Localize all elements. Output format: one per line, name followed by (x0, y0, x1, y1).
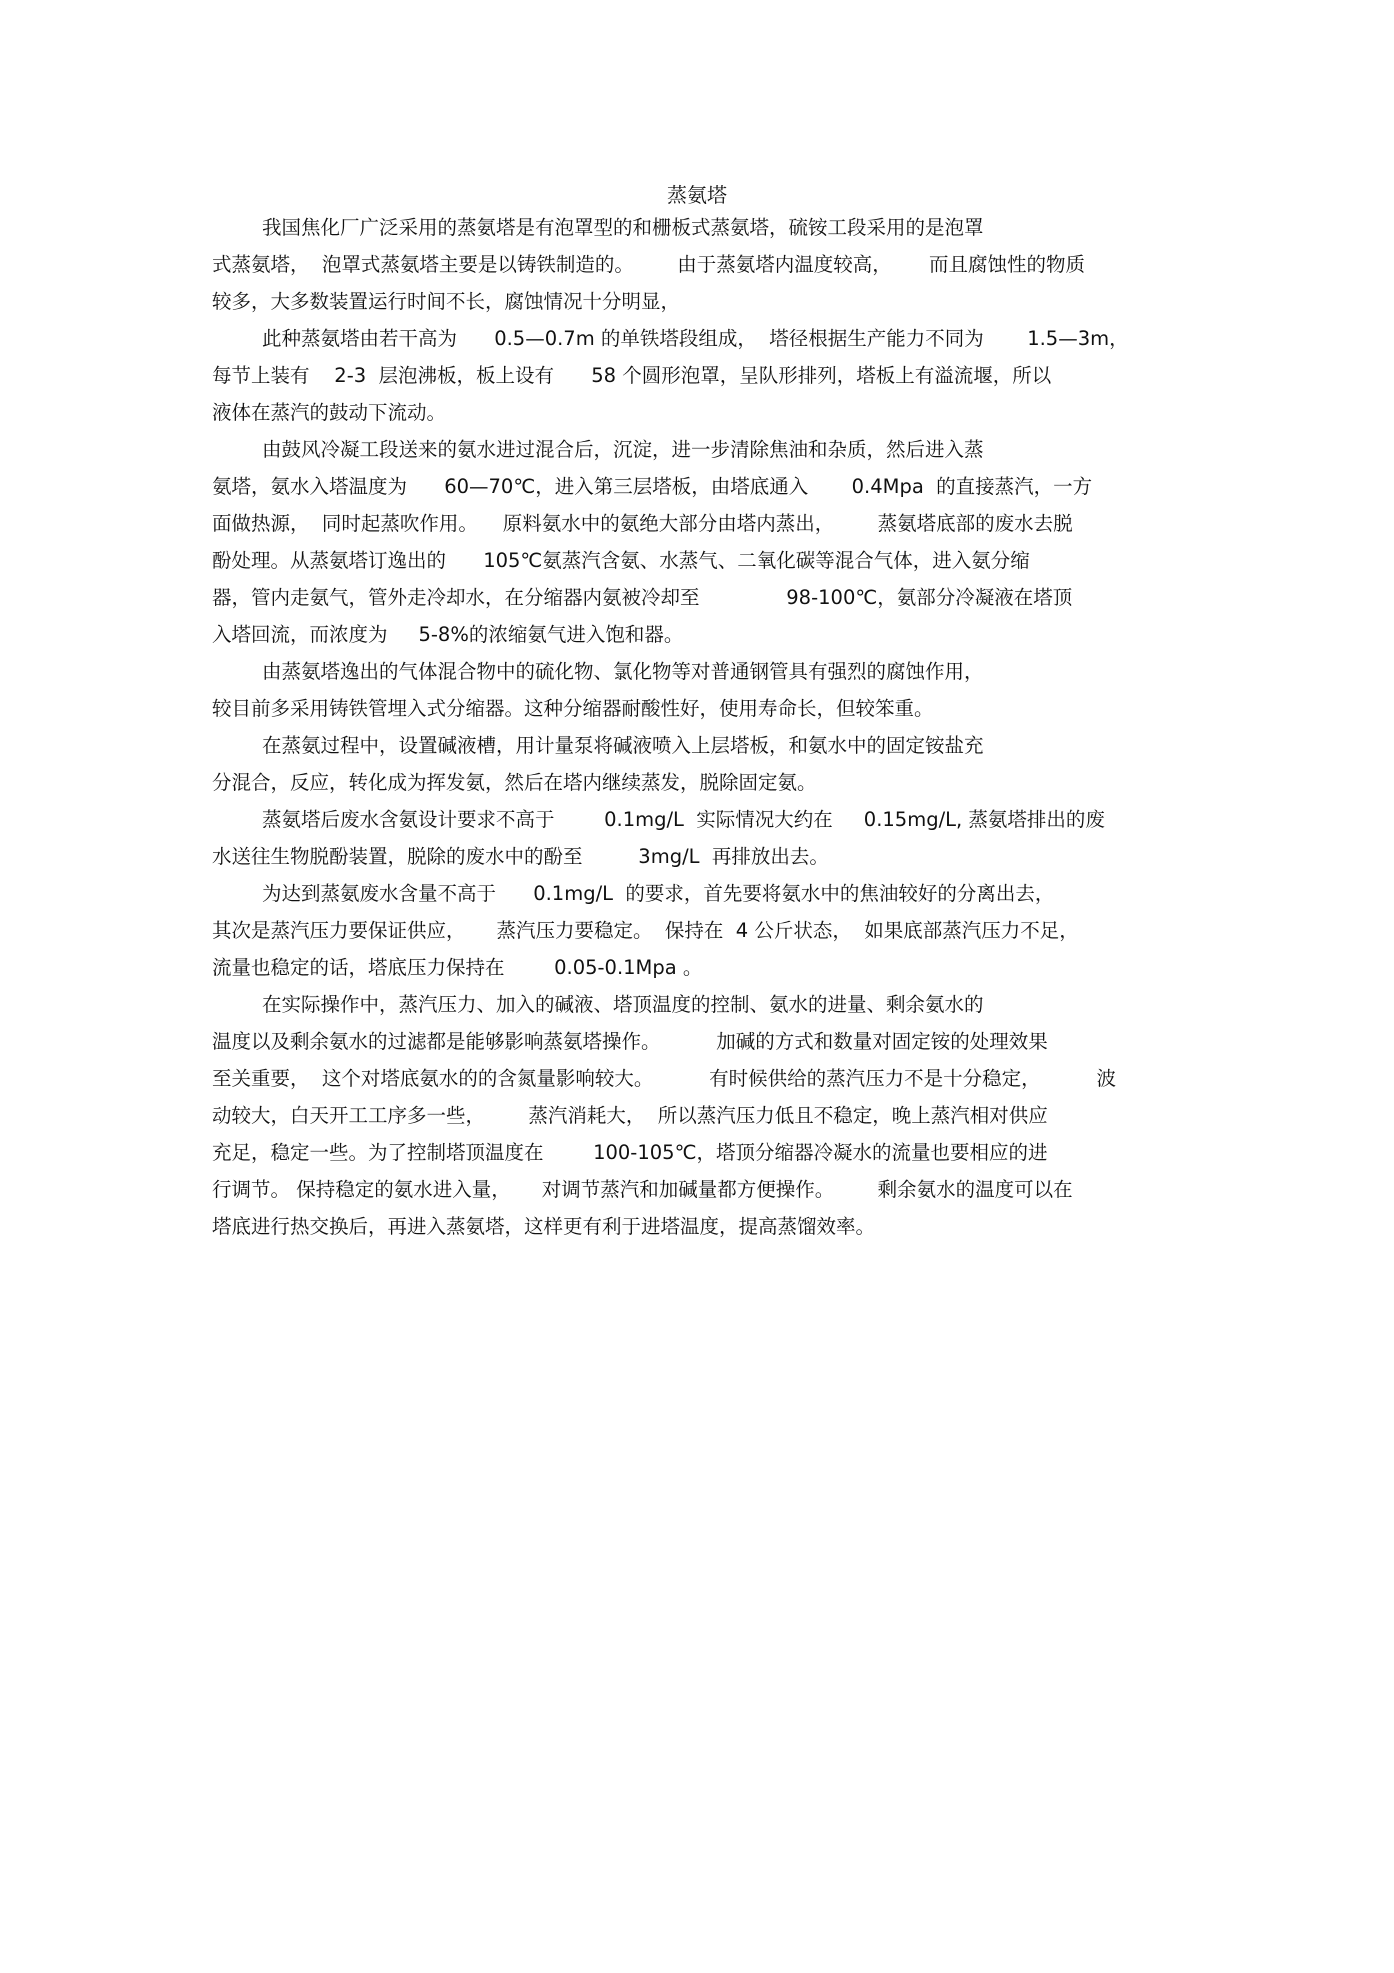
text-line: 液体在蒸汽的鼓动下流动。 (212, 401, 447, 424)
text-line: 在蒸氨过程中，设置碱液槽，用计量泵将碱液喷入上层塔板，和氨水中的固定铵盐充 (262, 734, 984, 757)
text-line: 入塔回流，而浓度为 5-8%的浓缩氨气进入饱和器。 (212, 623, 684, 646)
text-line: 式蒸氨塔， 泡罩式蒸氨塔主要是以铸铁制造的。 由于蒸氨塔内温度较高， 而且腐蚀性的物质 (212, 253, 1085, 276)
text-line: 水送往生物脱酚装置，脱除的废水中的酚至 3mg/L 再排放出去。 (212, 845, 829, 868)
text-line: 我国焦化厂广泛采用的蒸氨塔是有泡罩型的和栅板式蒸氨塔，硫铵工段采用的是泡罩 (262, 216, 984, 239)
text-line: 较多，大多数装置运行时间不长，腐蚀情况十分明显， (212, 290, 681, 313)
text-line: 蒸氨塔后废水含氨设计要求不高于 0.1mg/L 实际情况大约在 0.15mg/L, 蒸氨塔排出的废 (262, 808, 1105, 831)
text-line: 流量也稳定的话，塔底压力保持在 0.05-0.1Mpa 。 (212, 956, 703, 979)
text-line: 其次是蒸汽压力要保证供应， 蒸汽压力要稳定。 保持在 4 公斤状态， 如果底部蒸汽压力不足， (212, 919, 1079, 942)
paragraph-3 (212, 431, 1202, 653)
text-line: 器，管内走氨气，管外走冷却水，在分缩器内氨被冷却至 98-100℃，氨部分冷凝液在塔顶 (212, 586, 1073, 609)
text-line: 充足，稳定一些。为了控制塔顶温度在 100-105℃，塔顶分缩器冷凝水的流量也要相应的进 (212, 1141, 1048, 1164)
text-line: 塔底进行热交换后，再进入蒸氨塔，这样更有利于进塔温度，提高蒸馏效率。 (212, 1215, 876, 1238)
paragraph-8 (212, 986, 1202, 1245)
text-line: 酚处理。从蒸氨塔订逸出的 105℃氨蒸汽含氨、水蒸气、二氧化碳等混合气体，进入氨分缩 (212, 549, 1030, 572)
text-line: 为达到蒸氨废水含量不高于 0.1mg/L 的要求，首先要将氨水中的焦油较好的分离出去， (262, 882, 1055, 905)
paragraph-7 (212, 875, 1202, 986)
text-line: 面做热源， 同时起蒸吹作用。 原料氨水中的氨绝大部分由塔内蒸出， 蒸氨塔底部的废水去脱 (212, 512, 1073, 535)
text-line: 此种蒸氨塔由若干高为 0.5—0.7m 的单铁塔段组成， 塔径根据生产能力不同为 1.5—3m， (262, 327, 1129, 350)
paragraph-1 (212, 209, 1202, 320)
document-title: 蒸氨塔 (667, 183, 727, 207)
text-line: 氨塔，氨水入塔温度为 60—70℃，进入第三层塔板，由塔底通入 0.4Mpa 的直接蒸汽，一方 (212, 475, 1093, 498)
paragraph-2 (212, 320, 1202, 431)
text-line: 分混合，反应，转化成为挥发氨，然后在塔内继续蒸发，脱除固定氨。 (212, 771, 817, 794)
text-line: 在实际操作中，蒸汽压力、加入的碱液、塔顶温度的控制、氨水的进量、剩余氨水的 (262, 993, 984, 1016)
paragraph-6 (212, 801, 1202, 875)
text-line: 行调节。 保持稳定的氨水进入量， 对调节蒸汽和加碱量都方便操作。 剩余氨水的温度可以在 (212, 1178, 1073, 1201)
text-line: 温度以及剩余氨水的过滤都是能够影响蒸氨塔操作。 加碱的方式和数量对固定铵的处理效果 (212, 1030, 1048, 1053)
text-line: 每节上装有 2-3 层泡沸板，板上设有 58 个圆形泡罩，呈队形排列，塔板上有溢流堰，所以 (212, 364, 1052, 387)
paragraph-5 (212, 727, 1202, 801)
text-line: 由蒸氨塔逸出的气体混合物中的硫化物、氯化物等对普通钢管具有强烈的腐蚀作用， (262, 660, 984, 683)
paragraph-4 (212, 653, 1202, 727)
text-line: 至关重要， 这个对塔底氨水的的含氮量影响较大。 有时候供给的蒸汽压力不是十分稳定， 波 (212, 1067, 1116, 1090)
text-line: 由鼓风冷凝工段送来的氨水进过混合后，沉淀，进一步清除焦油和杂质，然后进入蒸 (262, 438, 984, 461)
text-line: 动较大，白天开工工序多一些， 蒸汽消耗大， 所以蒸汽压力低且不稳定，晚上蒸汽相对供应 (212, 1104, 1048, 1127)
text-line: 较目前多采用铸铁管埋入式分缩器。这种分缩器耐酸性好，使用寿命长，但较笨重。 (212, 697, 934, 720)
